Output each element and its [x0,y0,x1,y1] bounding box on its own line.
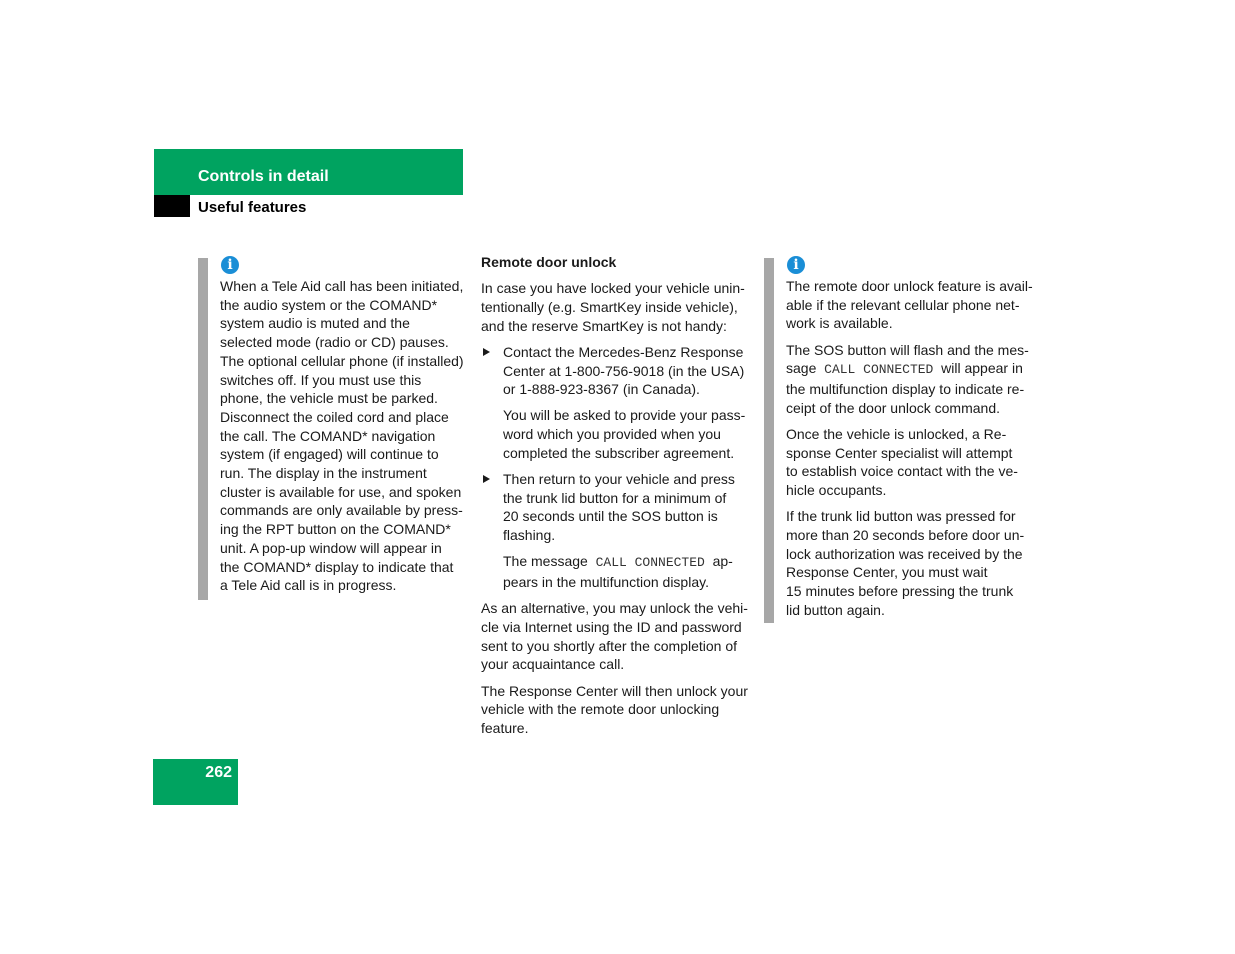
intro-paragraph [481,279,751,335]
text-line: system audio is muted and the [220,315,410,332]
step-arrow-icon [483,348,490,356]
text-line: or 1-888-923-8367 (in Canada). [503,381,700,398]
text-line: ing the RPT button on the COMAND* [220,521,451,538]
step-1-text [503,343,751,399]
step-2-text [503,470,751,545]
display-message-code: CALL CONNECTED [595,555,705,571]
text-line: sent to you shortly after the completion of [481,637,738,654]
section-title: Controls in detail [198,168,329,185]
text-line: the multifunction display to indicate re- [786,381,1025,398]
text-line: word which you provided when you [503,426,721,443]
step-2-note [481,552,751,591]
text-line: When a Tele Aid call has been initiated, [220,278,464,294]
step-2 [481,470,751,545]
text-line: the trunk lid button for a minimum of [503,489,727,506]
text-line: the COMAND* display to indicate that [220,558,454,575]
middle-column [481,253,751,745]
text-line: phone, the vehicle must be parked. [220,390,438,407]
text-line: sponse Center specialist will attempt [786,444,1013,461]
step-1-note [481,406,751,462]
text-line: If the trunk lid button was pressed for [786,508,1016,525]
text-line: vehicle with the remote door unlocking [481,701,720,718]
text-line: Contact the Mercedes-Benz Response [503,343,744,360]
final-paragraph [481,682,751,738]
text-line: selected mode (radio or CD) pauses. [220,334,449,351]
text-line: cle via Internet using the ID and password [481,618,742,635]
right-info-note [786,277,1036,627]
right-note-p2-line1: The SOS button will flash and the mes- [786,341,1029,358]
text-line: to establish voice contact with the ve- [786,463,1018,480]
text-line: able if the relevant cellular phone net- [786,296,1020,313]
text-line: Once the vehicle is unlocked, a Re- [786,425,1007,442]
text-line: tentionally (e.g. SmartKey inside vehicle), [481,298,738,315]
text-line: the call. The COMAND* navigation [220,427,436,444]
text-line: 20 seconds until the SOS button is [503,508,718,525]
text-line: run. The display in the instrument [220,465,427,482]
display-message-code: CALL CONNECTED [824,362,934,378]
text-line: The remote door unlock feature is avail- [786,278,1033,294]
right-note-p2-rest [786,380,1036,417]
text-line: the audio system or the COMAND* [220,296,438,313]
text-line: lid button again. [786,601,885,618]
text-line: flashing. [503,527,556,544]
left-note-bar [198,258,208,600]
step-2-note-suffix: ap- [712,553,733,570]
left-info-note [220,277,465,595]
text-line: more than 20 seconds before door un- [786,526,1025,543]
remote-door-unlock-heading: Remote door unlock [481,254,617,270]
text-line: ceipt of the door unlock command. [786,399,1001,416]
right-note-p4 [786,507,1036,619]
right-note-p2-prefix: sage [786,360,817,377]
text-line: Center at 1-800-756-9018 (in the USA) [503,362,745,379]
right-note-p1 [786,277,1036,333]
text-line: a Tele Aid call is in progress. [220,577,397,594]
text-line: cluster is available for use, and spoken [220,483,462,500]
info-icon: i [221,256,239,274]
right-note-p2-suffix: will appear in [941,360,1023,377]
text-line: Disconnect the coiled cord and place [220,408,449,425]
right-note-bar [764,258,774,623]
right-note-p3 [786,425,1036,500]
text-line: lock authorization was received by the [786,545,1023,562]
text-line: As an alternative, you may unlock the vehi- [481,600,748,617]
text-line: your acquaintance call. [481,656,625,673]
text-line: feature. [481,719,529,736]
text-line: work is available. [786,315,893,332]
text-line: and the reserve SmartKey is not handy: [481,317,727,334]
subsection-marker [154,195,190,217]
text-line: The optional cellular phone (if installed) [220,352,464,369]
text-line: 15 minutes before pressing the trunk [786,583,1014,600]
text-line: unit. A pop-up window will appear in [220,539,442,556]
alternative-paragraph [481,599,751,674]
right-note-p2 [786,341,1036,418]
subsection-title: Useful features [198,199,307,216]
step-2-note-line2: pears in the multifunction display. [503,574,709,591]
text-line: switches off. If you must use this [220,371,422,388]
info-icon: i [787,256,805,274]
text-line: commands are only available by press- [220,502,463,519]
step-arrow-icon [483,475,490,483]
text-line: In case you have locked your vehicle unin- [481,280,745,297]
text-line: system (if engaged) will continue to [220,446,439,463]
step-1 [481,343,751,399]
text-line: You will be asked to provide your pass- [503,407,746,424]
text-line: Response Center, you must wait [786,564,988,581]
text-line: The Response Center will then unlock your [481,682,748,699]
step-2-note-prefix: The message [503,553,588,570]
text-line: Then return to your vehicle and press [503,471,735,488]
text-line: hicle occupants. [786,482,887,499]
text-line: completed the subscriber agreement. [503,444,735,461]
page-number: 262 [205,764,232,781]
